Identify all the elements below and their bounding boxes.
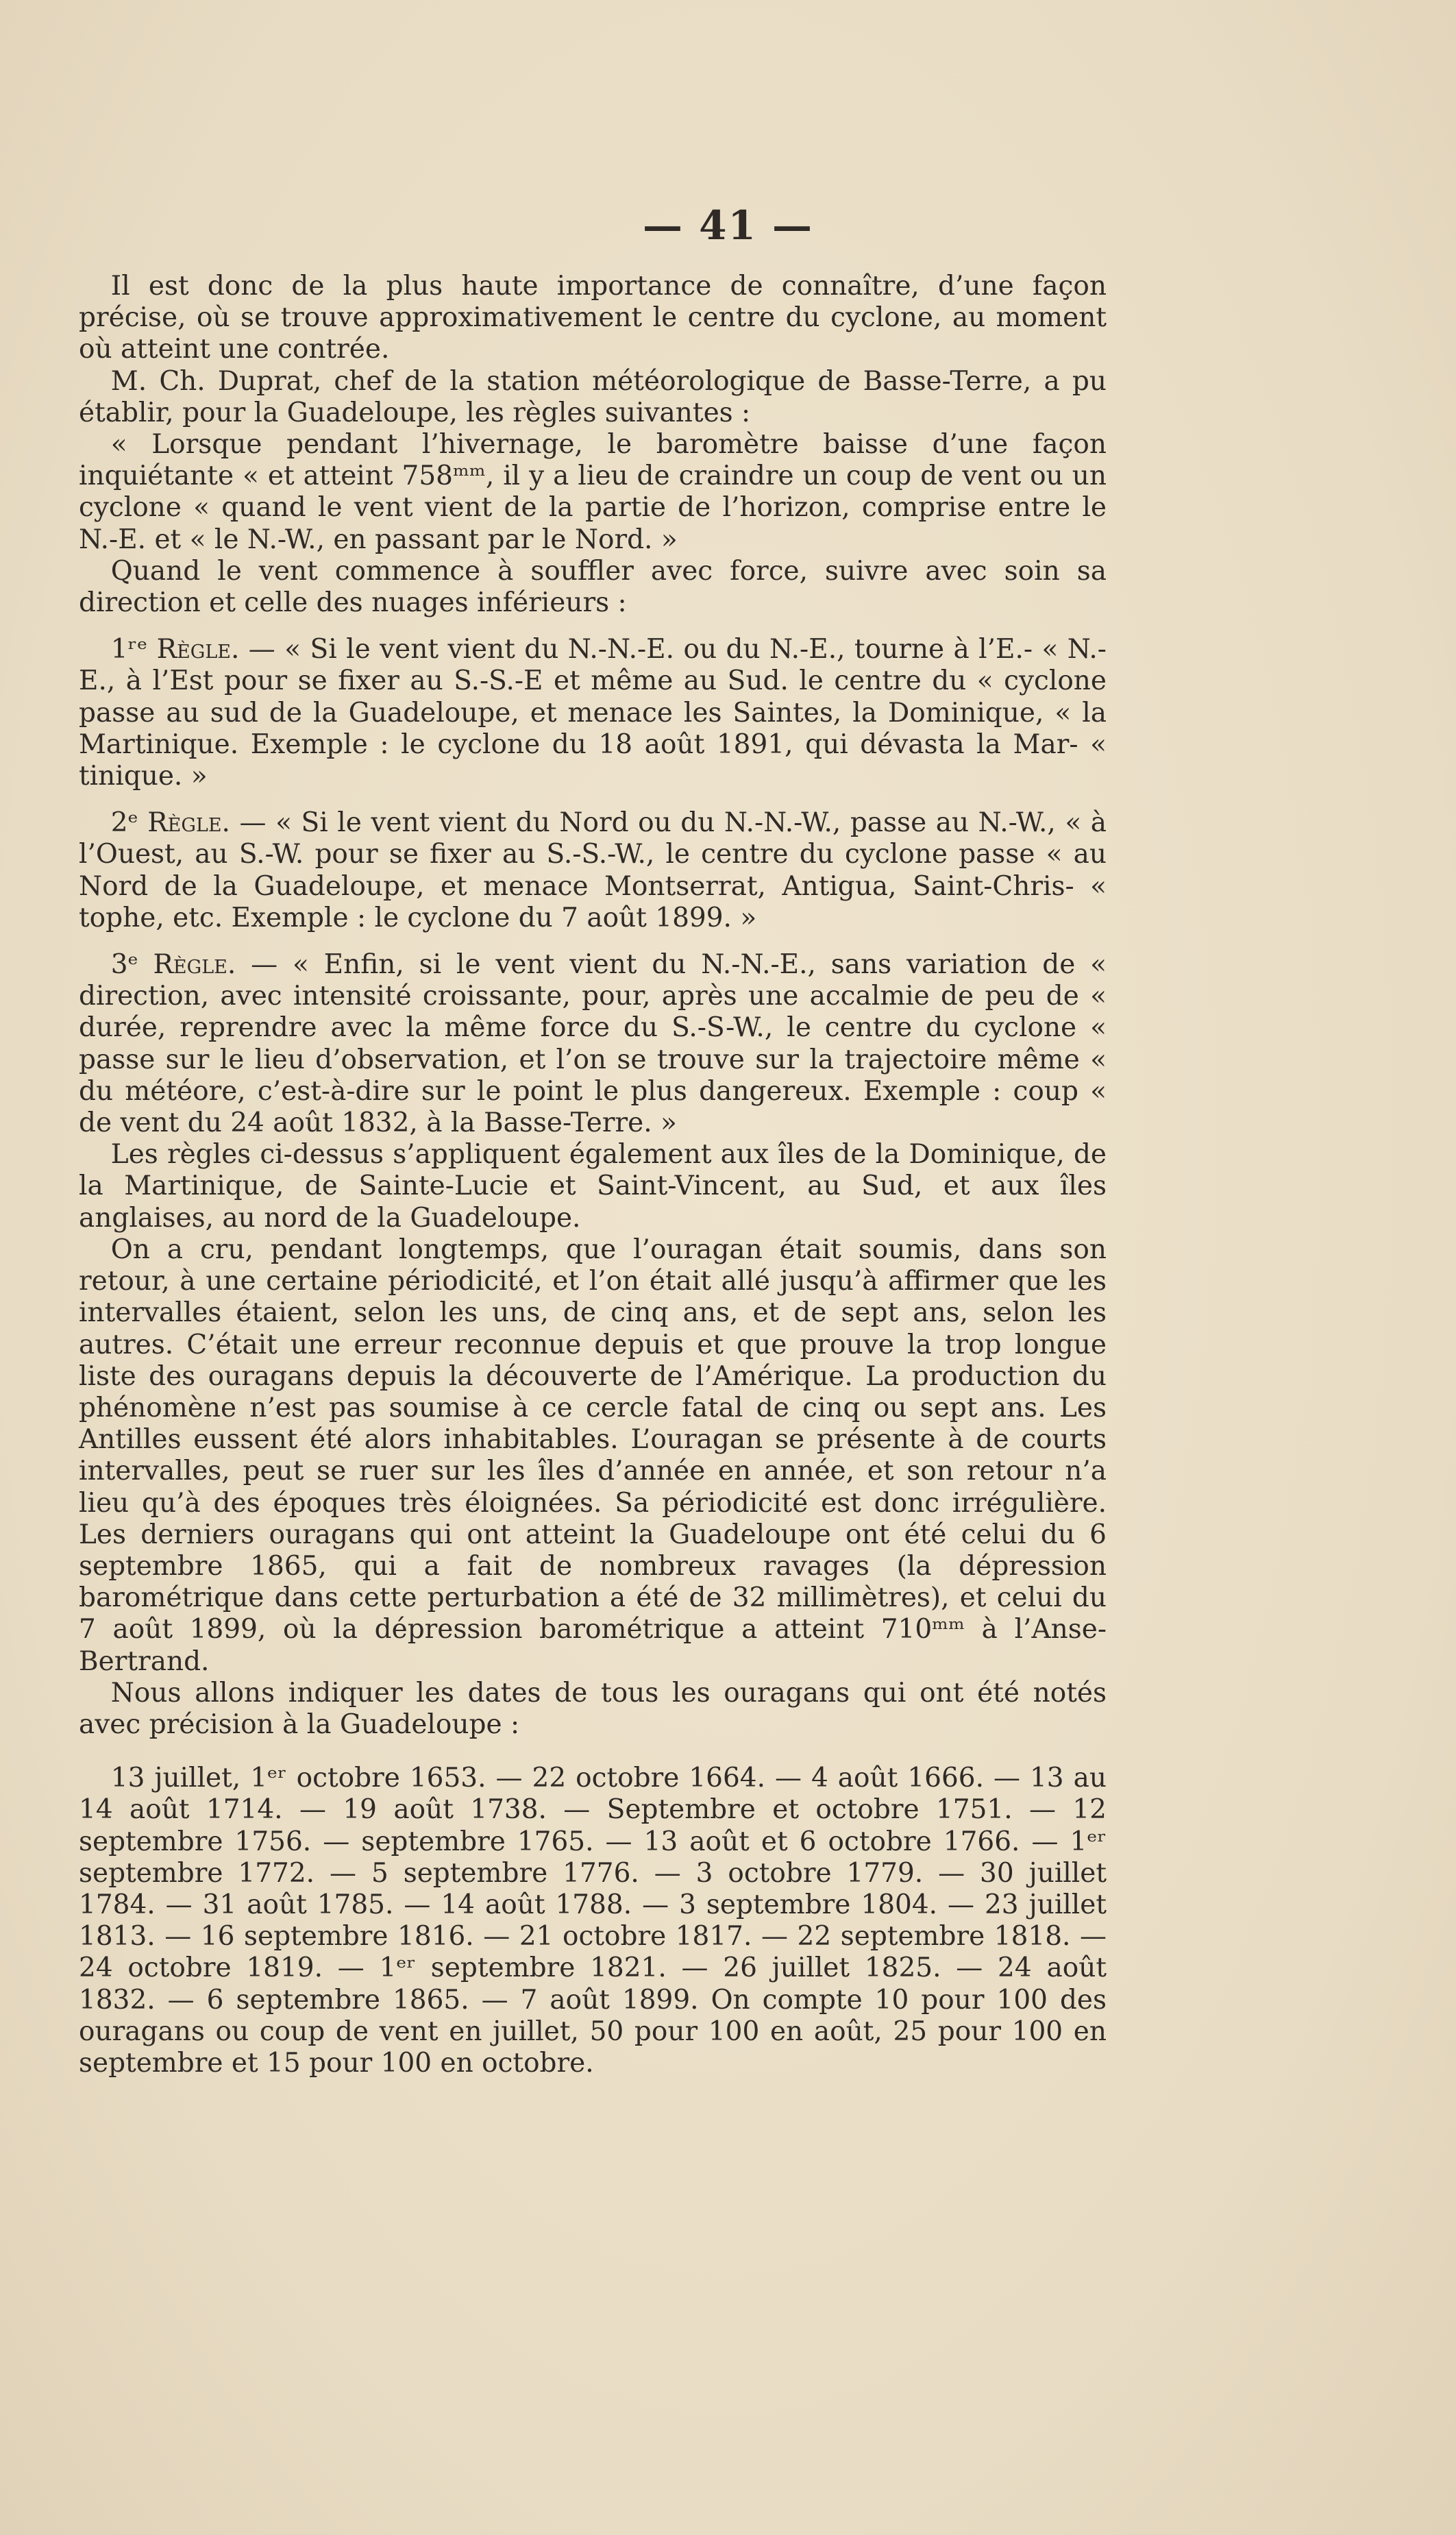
rule-3	[79, 949, 1107, 1139]
paragraph-barometer-quote: « Lorsque pendant l’hivernage, le baromètre baisse d’une façon inquiétante « et atteint 758ᵐᵐ, il y a lieu de craindre un coup de vent ou un cyclone « quand le vent vient de la partie de l’horizon, comprise entre le N.-E. et « le N.-W., en passant par le Nord. »	[79, 429, 1107, 555]
page-body	[79, 271, 1107, 2079]
paragraph-duprat: M. Ch. Duprat, chef de la station météorologique de Basse-Terre, a pu établir, pour la Guadeloupe, les règles suivantes :	[79, 365, 1107, 428]
rule-3-label: 3ᵉ Règle.	[110, 949, 236, 981]
rule-1-label: 1ʳᵉ Règle.	[110, 634, 240, 665]
paragraph-islands: Les règles ci-dessus s’appliquent également aux îles de la Dominique, de la Martinique, de Sainte-Lucie et Saint-Vincent, au Sud, et aux îles anglaises, au nord de la Guadeloupe.	[79, 1139, 1107, 1234]
paragraph-periodicity: On a cru, pendant longtemps, que l’ouragan était soumis, dans son retour, à une certaine périodicité, et l’on était allé jusqu’à affirmer que les intervalles étaient, selon les uns, de cinq ans, et de sept ans, selon les autres. C’était une erreur reconnue depuis et que prouve la trop longue liste des ouragans depuis la découverte de l’Amérique. La production du phénomène n’est pas soumise à ce cercle fatal de cinq ou sept ans. Les Antilles eussent été alors inhabitables. L’ouragan se présente à de courts intervalles, peut se ruer sur les îles d’année en année, et son retour n’a lieu qu’à des époques très éloignées. Sa périodicité est donc irrégulière. Les derniers ouragans qui ont atteint la Guadeloupe ont été celui du 6 septembre 1865, qui a fait de nombreux ravages (la dépression barométrique dans cette perturbation a été de 32 millimètres), et celui du 7 août 1899, où la dépression barométrique a atteint 710ᵐᵐ à l’Anse-Bertrand.	[79, 1234, 1107, 1677]
rule-1	[79, 634, 1107, 792]
paragraph-dates-intro: Nous allons indiquer les dates de tous les ouragans qui ont été notés avec précision à la Guadeloupe :	[79, 1677, 1107, 1740]
paragraph-hurricane-dates: 13 juillet, 1ᵉʳ octobre 1653. — 22 octobre 1664. — 4 août 1666. — 13 au 14 août 1714. — 19 août 1738. — Septembre et octobre 1751. — 12 septembre 1756. — septembre 1765. — 13 août et 6 octobre 1766. — 1ᵉʳ septembre 1772. — 5 septembre 1776. — 3 octobre 1779. — 30 juillet 1784. — 31 août 1785. — 14 août 1788. — 3 septembre 1804. — 23 juillet 1813. — 16 septembre 1816. — 21 octobre 1817. — 22 septembre 1818. — 24 octobre 1819. — 1ᵉʳ septembre 1821. — 26 juillet 1825. — 24 août 1832. — 6 septembre 1865. — 7 août 1899. On compte 10 pour 100 des ouragans ou coup de vent en juillet, 50 pour 100 en août, 25 pour 100 en septembre et 15 pour 100 en octobre.	[79, 1763, 1107, 2079]
rule-1-text: — « Si le vent vient du N.-N.-E. ou du N.-E., tourne à l’E.- « N.-E., à l’Est pour se fixer au S.-S.-E et même au Sud. le centre du « cyclone passe au sud de la Guadeloupe, et menace les Saintes, la Dominique, « la Martinique. Exemple : le cyclone du 18 août 1891, qui dévasta la Mar- « tinique. »	[79, 634, 1107, 792]
page-number: — 41 —	[642, 202, 814, 249]
rule-2	[79, 807, 1107, 934]
paragraph-wind-direction: Quand le vent commence à souffler avec force, suivre avec soin sa direction et celle des nuages inférieurs :	[79, 555, 1107, 619]
rule-3-text: — « Enfin, si le vent vient du N.-N.-E., sans variation de « direction, avec intensité croissante, pour, après une accalmie de peu de « durée, reprendre avec la même force du S.-S-W., le centre du cyclone « passe sur le lieu d’observation, et l’on se trouve sur la trajectoire même « du météore, c’est-à-dire sur le point le plus dangereux. Exemple : coup « de vent du 24 août 1832, à la Basse-Terre. »	[79, 949, 1107, 1139]
rule-2-text: — « Si le vent vient du Nord ou du N.-N.-W., passe au N.-W., « à l’Ouest, au S.-W. pour se fixer au S.-S.-W., le centre du cyclone passe « au Nord de la Guadeloupe, et menace Montserrat, Antigua, Saint-Chris- « tophe, etc. Exemple : le cyclone du 7 août 1899. »	[79, 807, 1107, 933]
rule-2-label: 2ᵉ Règle.	[110, 807, 230, 839]
paragraph-importance: Il est donc de la plus haute importance de connaître, d’une façon précise, où se trouve approximativement le centre du cyclone, au moment où atteint une contrée.	[79, 271, 1107, 365]
